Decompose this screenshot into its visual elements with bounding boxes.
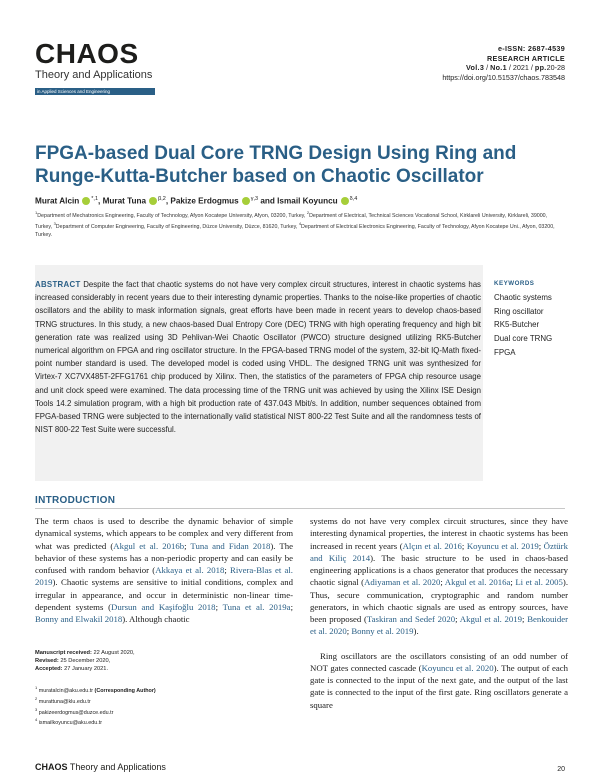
body-column-right xyxy=(310,515,568,711)
orcid-icon[interactable] xyxy=(82,197,90,205)
abstract xyxy=(35,278,481,436)
author-name: Pakize Erdogmus xyxy=(170,196,239,206)
citation-link[interactable]: Koyuncu et al. 2020 xyxy=(421,662,494,673)
body-text: ; xyxy=(455,614,460,624)
email-link[interactable]: ismailkoyuncu@aku.edu.tr xyxy=(38,720,103,727)
body-text: ). Chaotic systems are sensitive to initial conditions, complex and irregular in appearance, and occur in deterministic non-linear time-dependent systems ( xyxy=(35,577,293,612)
email-link[interactable]: muratalcin@aku.edu.tr xyxy=(38,687,94,694)
body-text: systems do not have very complex circuit structures, since they have interesting dynamical properties, the interest in chaotic systems has been increased in recent years ( xyxy=(310,516,568,551)
citation-link[interactable]: Adiyaman et al. 2020 xyxy=(364,577,441,588)
keyword-item: Ring oscillator xyxy=(494,306,544,316)
body-text: ). The output of each gate is connected to the input of the next gate, and the output of the last gate is connected to the input of the first gate. Ring oscillators generate a square xyxy=(310,662,568,710)
body-text: ; xyxy=(346,626,352,637)
orcid-icon[interactable] xyxy=(242,197,250,205)
citation-link[interactable]: Rivera-Blas et al. 2019 xyxy=(35,565,293,588)
body-text: ). The behavior of these systems has a non-periodic property and can easily be confused with random behavior ( xyxy=(35,540,293,575)
author-emails: $^1$ muratalcin@aku.edu.tr (Corresponding Author) $^2$ murattuna@klu.edu.tr $^3$ pakizeerdogmus@duzce.edu.tr $^4$ ismailkoyuncu@aku.edu.tr xyxy=(35,685,156,727)
body-text: ; xyxy=(522,614,528,624)
citation-link[interactable]: Akgul et al. 2016a xyxy=(444,577,511,588)
intro-paragraph xyxy=(35,515,293,625)
author-name: Ismail Koyuncu xyxy=(277,196,338,206)
page-footer xyxy=(35,762,166,772)
body-text: ; xyxy=(184,540,191,551)
journal-tagline: in Applied Sciences and Engineering xyxy=(37,89,111,94)
body-text: ; xyxy=(224,565,230,575)
body-text: ). xyxy=(413,626,419,637)
keyword-item: RK5-Butcher xyxy=(494,320,540,330)
intro-paragraph xyxy=(310,515,568,638)
keywords xyxy=(494,280,552,360)
orcid-icon[interactable] xyxy=(149,197,157,205)
manuscript-dates: Manuscript received: 22 August 2020, Revised: 25 December 2020, Accepted: 27 January 2021. xyxy=(35,650,135,672)
abstract-label: ABSTRACT xyxy=(35,280,81,289)
citation-link[interactable]: Tuna and Fidan 2018 xyxy=(190,540,271,551)
keyword-item: Chaotic systems xyxy=(494,293,552,302)
body-text: ; xyxy=(538,540,544,551)
body-text: ; xyxy=(290,601,294,612)
body-text: ; xyxy=(440,577,445,588)
citation-link[interactable]: Benkouider et al. 2020 xyxy=(310,614,569,637)
citation-link[interactable]: Öztürk and Kiliç 2014 xyxy=(310,540,568,563)
body-column-left xyxy=(35,515,293,633)
volume-line: Vol.3 / No.1 / 2021 / pp.20-28 xyxy=(465,63,565,72)
affiliations: $^1$Department of Mechatronics Engineering, Faculty of Technology, Afyon Kocatepe University, Afyon, 03200, Turkey, $^2$Department of Electrical, Technical Sciences Vocational School, Kirklareli University, Kirklareli, 39000, Turkey, $^3$Department of Computer Engineering, Faculty of Engineering, Düzce University, Düzce, 81620, Turkey, $^4$Department of Electrical Electronics Engineering, Faculty of Technology, Afyon Kocatepe Uni., Afyon, 03200, Turkey. xyxy=(35,210,555,239)
journal-name: CHAOS xyxy=(35,38,139,69)
citation-link[interactable]: Dursun and Kaşifoğlu 2018 xyxy=(111,601,216,612)
author-name: Murat Tuna xyxy=(102,196,147,206)
journal-logo xyxy=(35,40,152,81)
body-text: ). Although chaotic xyxy=(122,614,190,624)
citation-link[interactable]: Li et al. 2005 xyxy=(515,577,563,588)
author-name: Murat Alcin xyxy=(35,196,80,206)
keywords-label: KEYWORDS xyxy=(494,280,535,287)
citation-link[interactable]: Alçın et al. 2016 xyxy=(402,540,462,551)
citation-link[interactable]: Akkaya et al. 2018 xyxy=(155,565,225,575)
citation-link[interactable]: Akgul et al. 2019 xyxy=(459,614,523,624)
citation-link[interactable]: Tuna et al. 2019a xyxy=(222,601,291,612)
body-text: ; xyxy=(215,601,223,612)
citation-link[interactable]: Akgul et al. 2016b xyxy=(113,540,185,551)
email-link[interactable]: pakizeerdogmus@duzce.edu.tr xyxy=(38,709,114,716)
eissn: e-ISSN: 2687-4539 xyxy=(497,44,565,53)
doi-link[interactable]: https://doi.org/10.51537/chaos.783548 xyxy=(442,72,565,82)
keyword-item: Dual core TRNG xyxy=(494,334,553,344)
keyword-item: FPGA xyxy=(494,347,516,357)
body-text: Ring oscillators are the oscillators consisting of an odd number of NOT gates connected cascade ( xyxy=(310,650,568,673)
divider xyxy=(35,508,565,509)
author-list: Murat Alcin $^{*,1}$, Murat Tuna $^{\beta,2}$, Pakize Erdogmus $^{\gamma,3}$ and Ismail Koyuncu $^{\delta,4}$ xyxy=(35,196,358,206)
body-text: The term chaos is used to describe the dynamic behavior of simple dynamical systems, which appears to be complex and very different from what was predicted ( xyxy=(35,516,293,551)
citation-link[interactable]: Bonny and Elwakil 2018 xyxy=(35,614,123,624)
body-text: ; xyxy=(461,540,467,551)
abstract-body: Despite the fact that chaotic systems do not have very complex circuit structures, interest in chaotic systems has increased considerably in recent years due to their interesting dynamic properties. Thanks to the noise-like properties of chaotic oscillators and the ability to mask information signals, great efforts have been made in recent years to develop chaos-based TRNG structures. In this study, a new chaos-based Dual Entropy Core (DEC) TRNG with high operating frequency and high bit generation rate was realized using 3D Pehlivan-Wei Chaotic Oscillator (PWCO) structure designed utilizing RK5-Butcher numerical algorithm on FPGA and ring oscillator structure. In the FPGA-based TRNG model of the system, 32-bit IQ-Math fixed-point number standard is used. The developed model is coded using VHDL. The designed TRNG unit was synthesized for Virtex-7 XC7VX485T-2FFG1761 chip produced by Xilinx. Then, the statistics of the parameters of FPGA chip resource usage and unit clock speed were examined. The data processing time of the TRNG unit was achieved by using the Xilinx ISE Design Tools 14.2 simulation program, with a high bit production rate of 437.043 Mbit/s. In addition, number sequences obtained from FPGA-based TRNG were subjected to the internationally valid statistical NIST 800-22 Test Suite and all the randomness tests of NIST 800-22 Test Suite were successful. xyxy=(35,280,481,435)
citation-link[interactable]: Taskiran and Sedef 2020 xyxy=(366,614,456,624)
journal-subtitle: Theory and Applications xyxy=(35,69,153,81)
footer-brand: CHAOS xyxy=(35,762,68,772)
intro-paragraph xyxy=(310,650,568,711)
section-heading-introduction: INTRODUCTION xyxy=(35,495,116,506)
email-link[interactable]: murattuna@klu.edu.tr xyxy=(38,698,91,705)
body-text: ). The basic structure to be used in chaos-based engineering applications is a chaos generator that produces the necessary chaotic signal ( xyxy=(310,552,568,588)
body-text: ; xyxy=(510,577,516,588)
article-meta xyxy=(442,44,565,82)
citation-link[interactable]: Bonny et al. 2019 xyxy=(351,626,414,637)
orcid-icon[interactable] xyxy=(341,197,349,205)
citation-link[interactable]: Koyuncu et al. 2019 xyxy=(466,540,539,551)
paper-title: FPGA-based Dual Core TRNG Design Using Ring and Runge-Kutta-Butcher based on Chaotic Oscillator xyxy=(35,143,517,187)
body-text: ). Thus, secure communication, cryptographic and random number generators, in which chaotic signals are used as entropy sources, have been proposed ( xyxy=(310,577,569,624)
footer-subtitle: Theory and Applications xyxy=(69,762,166,772)
journal-tagline-bar xyxy=(35,88,155,95)
article-type: RESEARCH ARTICLE xyxy=(486,53,565,63)
page-number: 20 xyxy=(557,766,565,773)
